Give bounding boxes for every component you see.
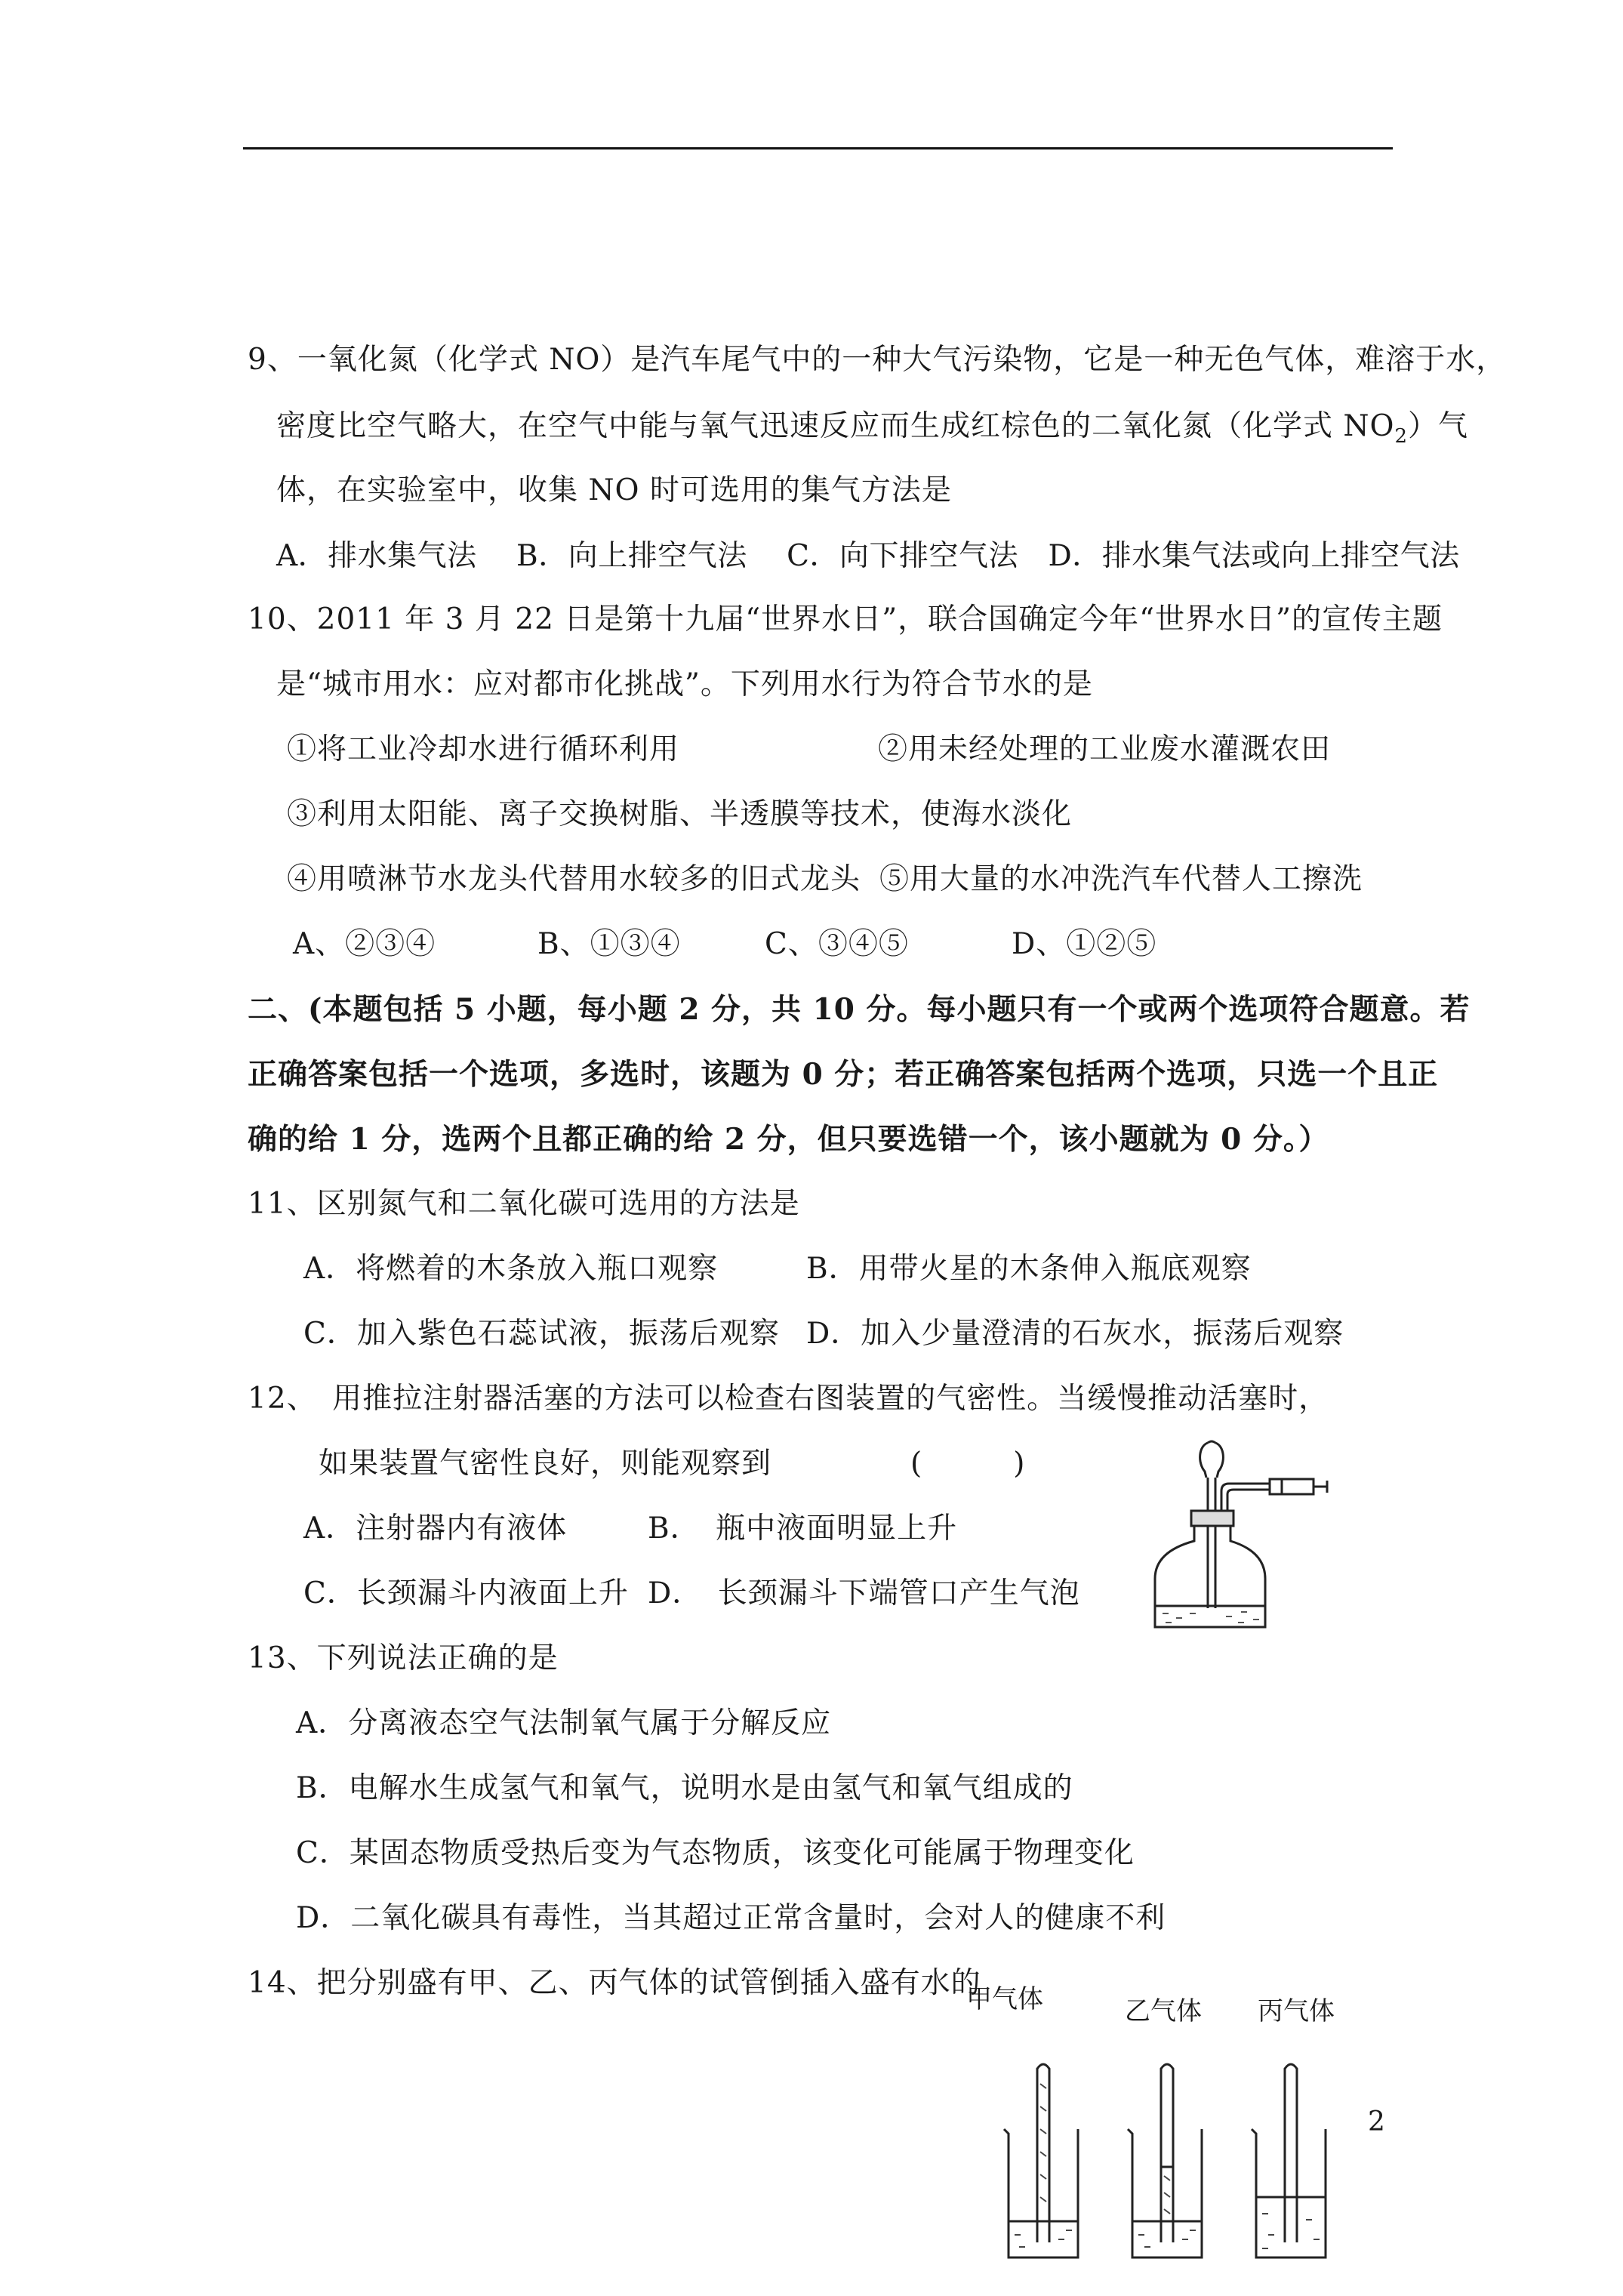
beaker-yi (1128, 2064, 1202, 2257)
section2-line-3: 确的给 1 分，选两个且都正确的给 2 分，但只要选错一个，该小题就为 0 分。） (248, 1122, 1329, 1157)
q12-option-c: C．长颈漏斗内液面上升 (303, 1576, 629, 1610)
q10-option-b: B、①③④ (537, 927, 681, 961)
q10-item-5: ⑤用大量的水冲洗汽车代替人工擦洗 (879, 862, 1363, 896)
q10-line-1: 10、2011 年 3 月 22 日是第十九届“世界水日”，联合国确定今年“世界水日”的宣传主题 (248, 603, 1443, 636)
q13-option-d: D．二氧化碳具有毒性，当其超过正常含量时，会对人的健康不利 (296, 1901, 1166, 1935)
q10-option-a: A、②③④ (293, 927, 436, 961)
q11-stem: 11、区别氮气和二氧化碳可选用的方法是 (248, 1187, 800, 1221)
q12-line-1: 12、 用推拉注射器活塞的方法可以检查右图装置的气密性。当缓慢推动活塞时， (248, 1382, 1329, 1416)
q9-options: A．排水集气法 B．向上排空气法 C．向下排空气法 D．排水集气法或向上排空气法 (276, 539, 1460, 573)
q10-option-c: C、③④⑤ (765, 927, 909, 961)
q11-option-a: A．将燃着的木条放入瓶口观察 (303, 1252, 719, 1286)
q9-line-3: 体，在实验室中，收集 NO 时可选用的集气方法是 (276, 473, 952, 507)
q13-option-c: C．某固态物质受热后变为气态物质，该变化可能属于物理变化 (296, 1836, 1135, 1870)
q11-option-d: D．加入少量澄清的石灰水，振荡后观察 (806, 1317, 1344, 1351)
q10-item-2: ②用未经处理的工业废水灌溉农田 (878, 732, 1332, 766)
q12-option-b: B． 瓶中液面明显上升 (648, 1512, 958, 1546)
q13-option-a: A．分离液态空气法制氧气属于分解反应 (296, 1706, 832, 1740)
gas-label-jia: 甲气体 (966, 1984, 1043, 2014)
q10-option-d: D、①②⑤ (1012, 927, 1157, 961)
q12-option-a: A．注射器内有液体 (303, 1512, 568, 1546)
airtightness-apparatus-figure (1132, 1438, 1329, 1635)
page-number: 2 (1368, 2106, 1385, 2137)
q10-item-4: ④用喷淋节水龙头代替用水较多的旧式龙头 (287, 862, 861, 896)
q10-item-1: ①将工业冷却水进行循环利用 (287, 732, 680, 766)
q9-line-2: 密度比空气略大，在空气中能与氧气迅速反应而生成红棕色的二氧化氮（化学式 $NO_2$）气 (276, 409, 1469, 448)
section2-line-1: 二、(本题包括 5 小题，每小题 2 分，共 10 分。每小题只有一个或两个选项符合题意。若 (248, 992, 1471, 1027)
header-rule (243, 147, 1393, 149)
q13-option-b: B．电解水生成氢气和氧气，说明水是由氢气和氧气组成的 (296, 1771, 1073, 1805)
q12-line-2: 如果装置气密性良好，则能观察到 (319, 1447, 772, 1481)
q11-option-c: C．加入紫色石蕊试液，振荡后观察 (303, 1317, 780, 1351)
beaker-jia (1004, 2064, 1078, 2257)
section2-line-2: 正确答案包括一个选项，多选时，该题为 0 分；若正确答案包括两个选项，只选一个且正 (248, 1057, 1439, 1092)
inverted-test-tubes-figure (996, 2016, 1374, 2265)
gas-label-bing: 丙气体 (1258, 1996, 1335, 2026)
q10-line-2: 是“城市用水：应对都市化挑战”。下列用水行为符合节水的是 (276, 667, 1093, 701)
q12-answer-bracket: ( ) (910, 1447, 1026, 1481)
q14-stem: 14、把分别盛有甲、乙、丙气体的试管倒插入盛有水的 (248, 1966, 981, 2000)
beaker-bing (1252, 2064, 1326, 2257)
q12-option-d: D． 长颈漏斗下端管口产生气泡 (648, 1576, 1080, 1610)
q11-option-b: B．用带火星的木条伸入瓶底观察 (806, 1252, 1252, 1286)
q9-line-1: 9、一氧化氮（化学式 NO）是汽车尾气中的一种大气污染物，它是一种无色气体，难溶于水， (248, 343, 1507, 377)
gas-label-yi: 乙气体 (1125, 1996, 1202, 2026)
q13-stem: 13、下列说法正确的是 (248, 1641, 559, 1675)
q10-item-3: ③利用太阳能、离子交换树脂、半透膜等技术，使海水淡化 (287, 797, 1073, 831)
